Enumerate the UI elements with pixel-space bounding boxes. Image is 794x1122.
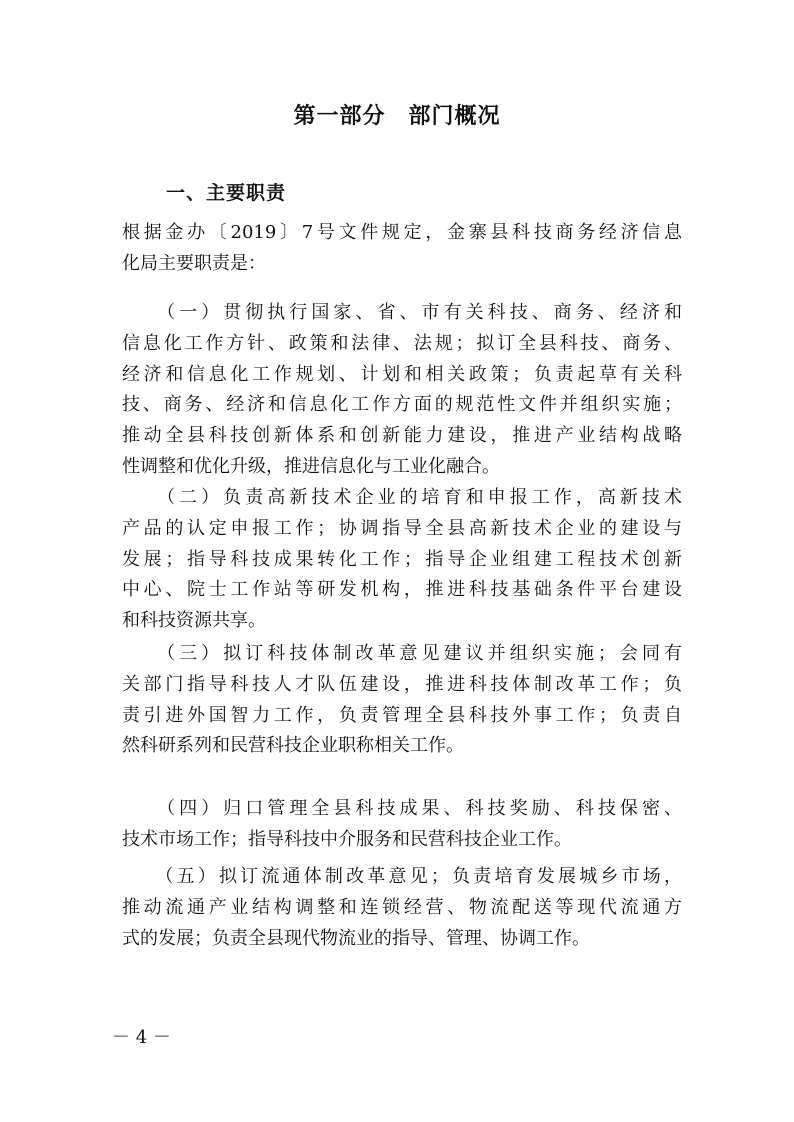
paragraph-line: 式的发展；负责全县现代物流业的指导、管理、协调工作。	[122, 927, 590, 949]
paragraph-line: 产品的认定申报工作；协调指导全县高新技术企业的建设与	[122, 517, 682, 539]
paragraph-line: 责引进外国智力工作，负责管理全县科技外事工作；负责自	[122, 704, 682, 726]
paragraph-line: 和科技资源共享。	[122, 610, 266, 632]
paragraph-line: 然科研系列和民营科技企业职称相关工作。	[122, 735, 464, 757]
paragraph-line: （二）负责高新技术企业的培育和申报工作，高新技术	[122, 487, 682, 508]
page-title: 第一部分 部门概况	[293, 104, 501, 129]
paragraph-line: 关部门指导科技人才队伍建设，推进科技体制改革工作；负	[122, 673, 682, 695]
paragraph-line: 技、商务、经济和信息化工作方面的规范性文件并组织实施；	[122, 394, 682, 416]
paragraph-line: 信息化工作方针、政策和法律、法规；拟订全县科技、商务、	[122, 332, 682, 354]
paragraph-line: 性调整和优化升级，推进信息化与工业化融合。	[122, 456, 500, 477]
paragraph-line: （一）贯彻执行国家、省、市有关科技、商务、经济和	[122, 302, 682, 323]
page-number: － 4 －	[112, 1027, 171, 1048]
paragraph-line: 发展；指导科技成果转化工作；指导企业组建工程技术创新	[122, 548, 682, 570]
paragraph-line: 技术市场工作；指导科技中介服务和民营科技企业工作。	[122, 828, 572, 850]
paragraph-line: 经济和信息化工作规划、计划和相关政策；负责起草有关科	[122, 363, 682, 385]
paragraph-line: 推动流通产业结构调整和连锁经营、物流配送等现代流通方	[122, 896, 682, 918]
paragraph-line: 化局主要职责是：	[122, 252, 266, 274]
paragraph-line: 中心、院士工作站等研发机构，推进科技基础条件平台建设	[122, 579, 682, 601]
paragraph-line: （五）拟订流通体制改革意见；负责培育发展城乡市场，	[122, 866, 682, 887]
paragraph-line: （四）归口管理全县科技成果、科技奖励、科技保密、	[122, 798, 682, 819]
paragraph-line: （三）拟订科技体制改革意见建议并组织实施；会同有	[122, 643, 682, 664]
section-heading: 一、主要职责	[166, 182, 287, 204]
paragraph-line: 推动全县科技创新体系和创新能力建设，推进产业结构战略	[122, 425, 682, 447]
paragraph-line: 根据金办〔2019〕7号文件规定，金寨县科技商务经济信息	[122, 222, 682, 243]
